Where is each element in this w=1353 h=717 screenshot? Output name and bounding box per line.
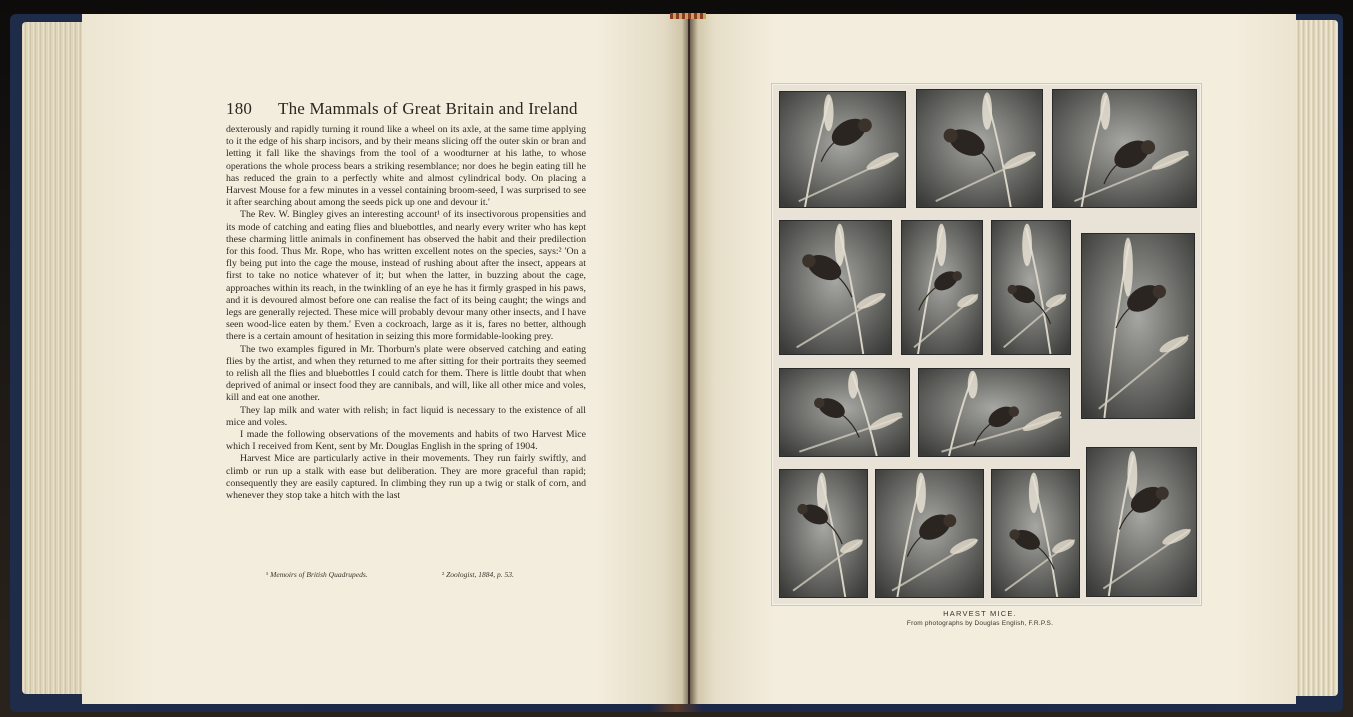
book-gutter — [682, 14, 698, 704]
mouse-photo — [1086, 447, 1197, 597]
footnote-1-marker: ¹ — [266, 570, 269, 579]
headband — [670, 13, 706, 19]
mouse-photo — [916, 89, 1043, 208]
running-title: The Mammals of Great Britain and Ireland — [278, 99, 578, 118]
mouse-photo — [779, 368, 910, 457]
paragraph: dexterously and rapidly turning it round like a wheel on its axle, at the same time applying to it the edge of his sharp incisors, and by their means slicing off the outer skin or bran and letting it fall like the shavings from the tool of a woodturner at his lathe, to whose operations the whole process bears a striking resemblance; nor does he begin eating till he has reduced the grain to a perfectly white and almost cylindrical body. On placing a Harvest Mouse for a few minutes in a vessel containing broom-seed, I was surprised to see it after searching about among the seeds pick up one and devour it.' — [226, 124, 586, 209]
footnote-2 — [442, 570, 514, 579]
mouse-photo — [779, 91, 906, 208]
paragraph: The Rev. W. Bingley gives an interesting account¹ of its insectivorous propensities and its mode of catching and eating flies and bluebottles, and nearly every writer who has kept these charming little animals in confinement has observed the habit and their predilection for this food. Thus Mr. Rope, who has written excellent notes on the species, says:² 'On a fly being put into the cage the mouse, instead of rushing about after the insect, appears at first to take no notice whatever of it; but when the latter, in buzzing about the cage, approaches within its reach, in the twinkling of an eye he has it firmly grasped in his paws, and it is devoured almost before one can realise the fact of its being caught; the wings and legs are generally rejected. These mice will probably devour many other insects, and I have seen wood-lice eaten by them.' Even a cockroach, large as it is, fares no better, although there is a certain amount of hesitation in seizing this more formidable-looking prey. — [226, 209, 586, 343]
paragraph: The two examples figured in Mr. Thorburn's plate were observed catching and eating flies by the artist, and when they returned to me after sitting for their portraits they seemed to relish all the flies and bluebottles I could catch for them. There is little doubt that when deprived of animal or insect food they are cannibals, and will, like all other mice and voles, kill and eat one another. — [226, 343, 586, 404]
footnote-2-marker: ² — [442, 570, 445, 579]
page-number: 180 — [226, 99, 253, 118]
paragraph: They lap milk and water with relish; in fact liquid is necessary to the existence of all mice and voles. — [226, 404, 586, 428]
paragraph: I made the following observations of the movements and habits of two Harvest Mice which I received from Kent, sent by Mr. Douglas English in the spring of 1904. — [226, 429, 586, 453]
mouse-photo — [991, 220, 1071, 355]
mouse-photo — [1052, 89, 1197, 208]
mouse-photo — [901, 220, 983, 355]
footnote-1 — [266, 570, 368, 579]
plate-caption — [800, 609, 1160, 628]
mouse-photo — [779, 220, 892, 355]
right-page-edges — [1290, 20, 1338, 696]
mouse-photo — [1081, 233, 1195, 419]
body-text — [226, 124, 586, 569]
mouse-photo — [918, 368, 1070, 457]
footnote-1-text: Memoirs of British Quadrupeds. — [270, 570, 368, 579]
mouse-photo — [991, 469, 1080, 598]
paragraph: Harvest Mice are particularly active in their movements. They run fairly swiftly, and climb or run up a stalk with ease but deliberation. They are more graceful than rapid; consequently they are easily captured. In climbing they run up a twig or stalk of corn, and whenever they stop take a hitch with the last — [226, 453, 586, 502]
footnotes — [226, 570, 586, 582]
mouse-photo — [875, 469, 984, 598]
running-head — [226, 99, 586, 121]
caption-credit: From photographs by Douglas English, F.R.P.S. — [906, 620, 1054, 627]
mouse-photo — [779, 469, 868, 598]
caption-title: HARVEST MICE. — [943, 609, 1017, 618]
footnote-2-text: Zoologist, 1884, p. 53. — [446, 570, 514, 579]
